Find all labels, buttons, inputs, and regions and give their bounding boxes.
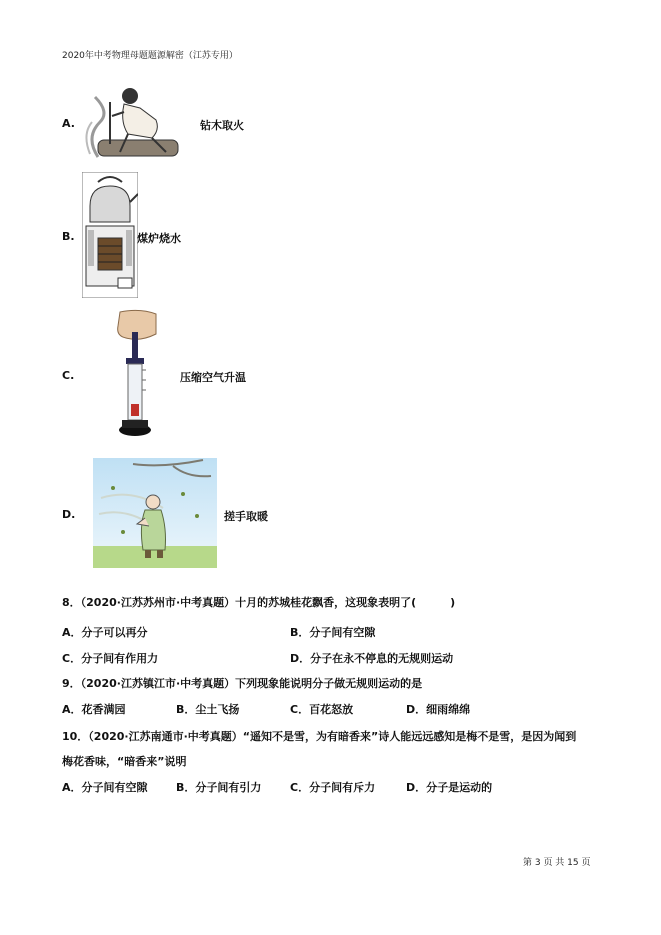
question-8-choice-a: A．分子可以再分 [62, 626, 148, 639]
question-9-stem: 9．（2020·江苏镇江市·中考真题）下列现象能说明分子做无规则运动的是 [62, 677, 423, 690]
question-8-stem-end: ) [450, 596, 456, 609]
question-8-stem [62, 594, 455, 610]
question-10-stem-line1: 10．（2020·江苏南通市·中考真题）“遥知不是雪，为有暗香来”诗人能远远感知是梅不是雪，是因为闻到 [62, 730, 577, 743]
option-c-letter: C. [62, 369, 75, 382]
question-8-choice-b: B．分子间有空隙 [290, 626, 376, 639]
page-number: 第 3 页 共 15 页 [523, 858, 591, 868]
option-d-caption: 搓手取暖 [224, 510, 268, 523]
option-a-caption: 钻木取火 [200, 119, 244, 132]
option-b-caption: 煤炉烧水 [137, 232, 181, 245]
question-9-choice-a: A．花香满园 [62, 703, 126, 716]
question-10-choice-b: B．分子间有引力 [176, 781, 262, 794]
question-10-stem-line2: 梅花香味，“暗香来”说明 [62, 755, 187, 768]
coal-stove-kettle-icon [82, 172, 138, 298]
question-9-choice-b: B．尘土飞扬 [176, 703, 240, 716]
option-a-letter: A. [62, 117, 75, 130]
drilling-wood-fire-icon [80, 82, 200, 162]
option-d-letter: D. [62, 508, 76, 521]
question-9-choice-c: C．百花怒放 [290, 703, 354, 716]
option-c-caption: 压缩空气升温 [180, 371, 246, 384]
question-10-choice-d: D．分子是运动的 [406, 781, 493, 794]
question-9-choice-d: D．细雨绵绵 [406, 703, 471, 716]
question-8-choice-d: D．分子在永不停息的无规则运动 [290, 652, 454, 665]
question-10-choice-c: C．分子间有斥力 [290, 781, 376, 794]
question-10-choice-a: A．分子间有空隙 [62, 781, 148, 794]
option-b-letter: B. [62, 230, 75, 243]
question-8-stem-text: 8．（2020·江苏苏州市·中考真题）十月的苏城桂花飘香，这现象表明了( [62, 596, 417, 609]
air-compression-pump-icon [100, 308, 160, 440]
rubbing-hands-icon [93, 458, 217, 568]
question-8-choice-c: C．分子间有作用力 [62, 652, 159, 665]
page-header: 2020年中考物理母题题源解密（江苏专用） [62, 51, 238, 61]
